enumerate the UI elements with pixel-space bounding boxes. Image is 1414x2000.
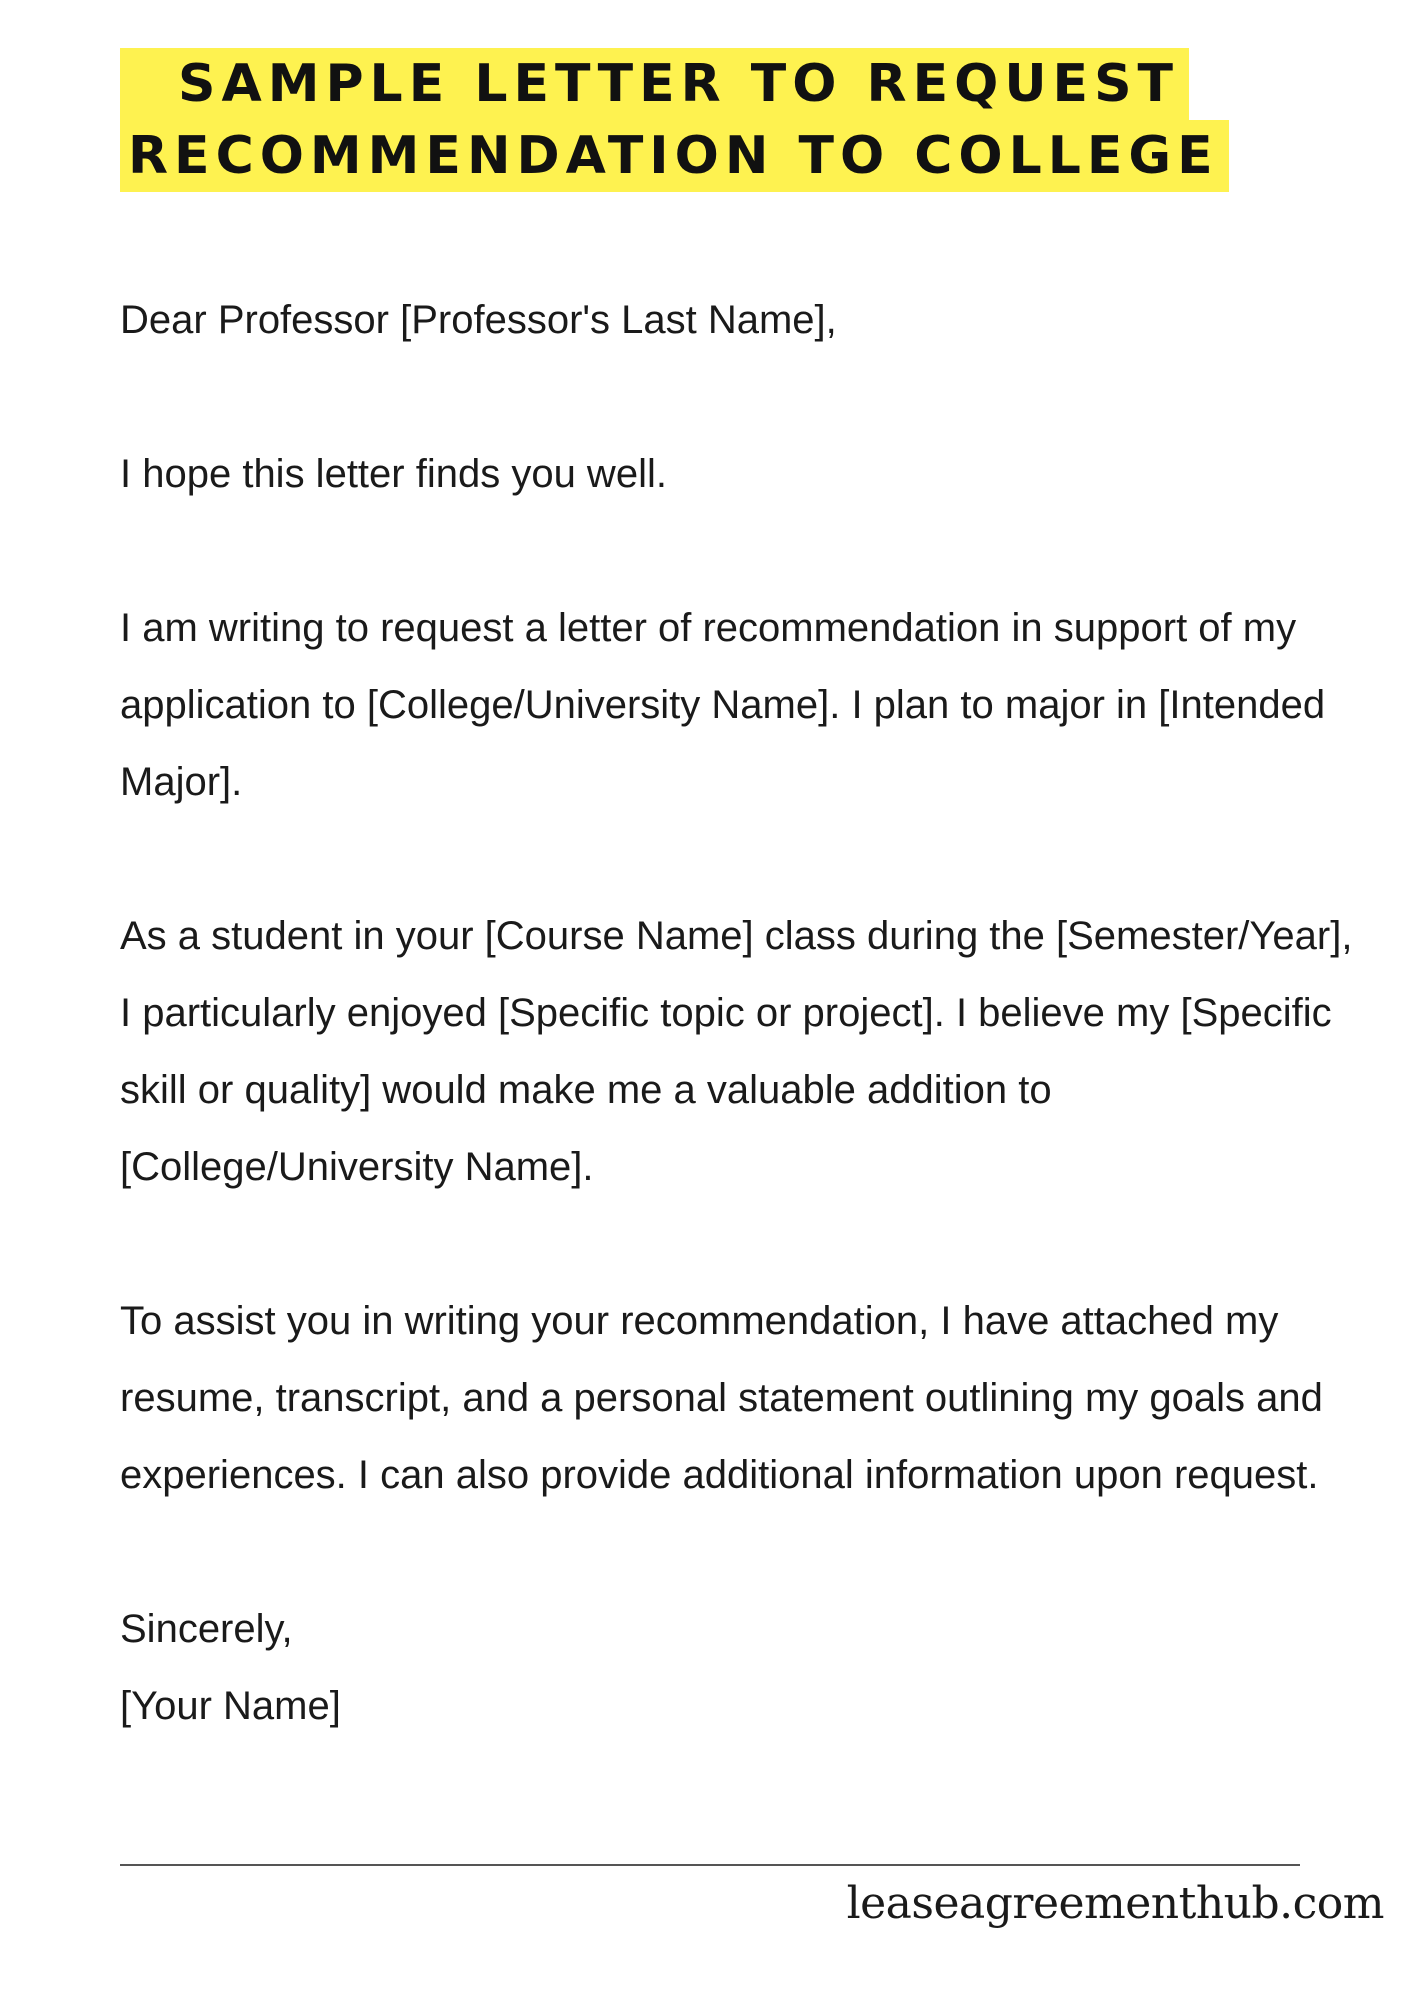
signature-name: [Your Name] xyxy=(120,1684,341,1728)
paragraph-attachments: To assist you in writing your recommendation, I have attached my resume, transcript, and a personal statement outlining my goals and experiences. I can also provide additional information upon request. xyxy=(120,1299,1323,1497)
document-title xyxy=(120,48,1320,192)
signature-divider xyxy=(120,1864,1300,1866)
title-line-1: SAMPLE LETTER TO REQUEST xyxy=(120,48,1189,120)
paragraph-request: I am writing to request a letter of recommendation in support of my application to [College/University Name]. I plan to major in [Intended Major]. xyxy=(120,606,1326,804)
paragraph-course: As a student in your [Course Name] class during the [Semester/Year], I particularly enjoyed [Specific topic or project]. I believe my [Specific skill or quality] would make me a valuable addition to [College/University Name]. xyxy=(120,914,1353,1189)
website-watermark: leaseagreementhub.com xyxy=(846,1878,1384,1929)
closing-text: Sincerely, xyxy=(120,1607,293,1651)
closing xyxy=(120,1591,1370,1745)
salutation: Dear Professor [Professor's Last Name], xyxy=(120,298,837,342)
letter-body xyxy=(120,282,1370,1745)
title-line-2: RECOMMENDATION TO COLLEGE xyxy=(120,120,1229,192)
paragraph-greeting: I hope this letter finds you well. xyxy=(120,452,667,496)
